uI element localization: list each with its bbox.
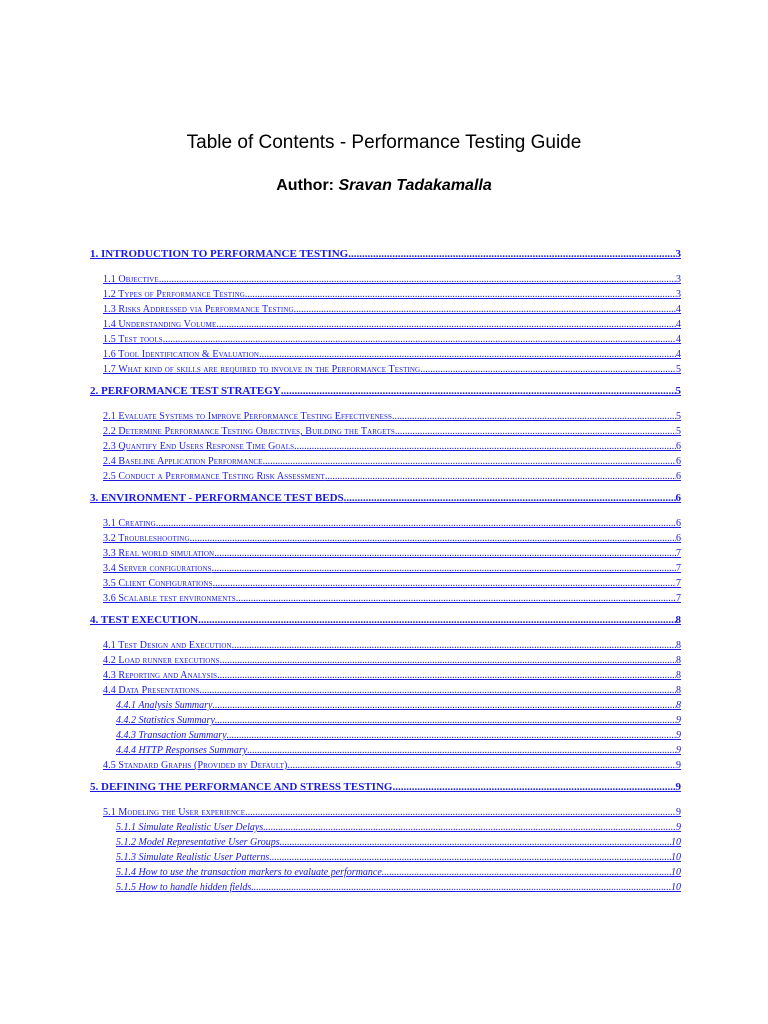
toc-entry-page: 5 <box>675 385 681 397</box>
toc-entry-label: 1.3 Risks Addressed via Performance Testing <box>103 304 294 315</box>
toc-entry-page: 6 <box>676 441 681 452</box>
toc-entry-5-1-3[interactable] <box>116 850 681 865</box>
dot-leader <box>199 683 676 698</box>
toc-entry-label: 5.1.5 How to handle hidden fields <box>116 882 252 893</box>
dot-leader <box>263 820 676 835</box>
toc-entry-5-1-4[interactable] <box>116 865 681 880</box>
toc-entry-5-1-5[interactable] <box>116 880 681 895</box>
toc-entry-label: 4.4.3 Transaction Summary <box>116 730 227 741</box>
table-of-contents <box>90 248 681 895</box>
dot-leader <box>263 454 676 469</box>
toc-entry-label: 4.5 Standard Graphs (Provided by Default) <box>103 760 288 771</box>
toc-entry-1-7[interactable] <box>103 362 681 377</box>
toc-entry-label: 5.1.3 Simulate Realistic User Patterns <box>116 852 270 863</box>
dot-leader <box>159 272 676 287</box>
toc-entry-page: 6 <box>675 492 681 504</box>
toc-entry-label: 1.1 Objective <box>103 274 159 285</box>
toc-entry-label: 3.1 Creating <box>103 518 156 529</box>
toc-entry-page: 9 <box>676 715 681 726</box>
toc-entry-5-1-1[interactable] <box>116 820 681 835</box>
toc-entry-page: 10 <box>671 882 681 893</box>
toc-entry-label: 2.5 Conduct a Performance Testing Risk Assessment <box>103 471 325 482</box>
toc-entry-label: 5.1.1 Simulate Realistic User Delays <box>116 822 264 833</box>
toc-entry-label: 4.4.2 Statistics Summary <box>116 715 215 726</box>
toc-entry-4-4[interactable] <box>103 683 681 698</box>
toc-entry-1-1[interactable] <box>103 272 681 287</box>
toc-entry-1-5[interactable] <box>103 332 681 347</box>
toc-entry-2-1[interactable] <box>103 409 681 424</box>
toc-entry-4-4-4[interactable] <box>116 743 681 758</box>
toc-entry-page: 3 <box>676 289 681 300</box>
dot-leader <box>247 743 676 758</box>
toc-entry-3-6[interactable] <box>103 591 681 606</box>
dot-leader <box>215 713 676 728</box>
toc-entry-label: 3.2 Troubleshooting <box>103 533 190 544</box>
toc-entry-page: 8 <box>676 670 681 681</box>
toc-entry-page: 7 <box>676 593 681 604</box>
toc-entry-label: 5. DEFINING THE PERFORMANCE AND STRESS TESTING <box>90 781 393 793</box>
dot-leader <box>280 835 671 850</box>
toc-entry-5-1-2[interactable] <box>116 835 681 850</box>
toc-entry-page: 4 <box>676 319 681 330</box>
dot-leader <box>227 728 676 743</box>
toc-entry-4-4-3[interactable] <box>116 728 681 743</box>
dot-leader <box>198 614 675 627</box>
toc-entry-page: 4 <box>676 349 681 360</box>
toc-entry-3-5[interactable] <box>103 576 681 591</box>
dot-leader <box>214 546 676 561</box>
toc-entry-4-4-2[interactable] <box>116 713 681 728</box>
toc-entry-label: 2.1 Evaluate Systems to Improve Performance Testing Effectiveness <box>103 411 392 422</box>
toc-entry-page: 4 <box>676 304 681 315</box>
dot-leader <box>294 302 676 317</box>
toc-entry-label: 3.3 Real world simulation <box>103 548 215 559</box>
toc-entry-page: 9 <box>675 781 681 793</box>
toc-entry-4-4-1[interactable] <box>116 698 681 713</box>
toc-entry-page: 9 <box>676 730 681 741</box>
toc-entry-page: 6 <box>676 518 681 529</box>
toc-entry-page: 5 <box>676 364 681 375</box>
dot-leader <box>281 385 676 398</box>
dot-leader <box>212 561 676 576</box>
toc-entry-5-1[interactable] <box>103 805 681 820</box>
dot-leader <box>232 638 676 653</box>
toc-entry-page: 7 <box>676 548 681 559</box>
toc-entry-page: 9 <box>676 807 681 818</box>
toc-entry-label: 5.1 Modeling the User experience <box>103 807 246 818</box>
toc-entry-page: 10 <box>671 867 681 878</box>
toc-entry-label: 5.1.2 Model Representative User Groups <box>116 837 280 848</box>
toc-entry-3-1[interactable] <box>103 516 681 531</box>
author-label: Author: <box>276 177 335 194</box>
dot-leader <box>259 347 676 362</box>
toc-entry-label: 2. PERFORMANCE TEST STRATEGY <box>90 385 281 397</box>
toc-entry-1-3[interactable] <box>103 302 681 317</box>
toc-entry-4-5[interactable] <box>103 758 681 773</box>
dot-leader <box>163 332 676 347</box>
toc-entry-page: 4 <box>676 334 681 345</box>
dot-leader <box>216 317 676 332</box>
toc-entry-label: 1.4 Understanding Volume <box>103 319 217 330</box>
toc-entry-label: 4.2 Load runner executions <box>103 655 220 666</box>
toc-entry-2-3[interactable] <box>103 439 681 454</box>
toc-entry-3-3[interactable] <box>103 546 681 561</box>
dot-leader <box>395 424 676 439</box>
toc-entry-label: 2.4 Baseline Application Performance <box>103 456 263 467</box>
toc-entry-page: 10 <box>671 837 681 848</box>
toc-entry-1-2[interactable] <box>103 287 681 302</box>
toc-entry-section-4[interactable] <box>90 614 681 627</box>
toc-entry-section-2[interactable] <box>90 385 681 398</box>
document-title: Table of Contents - Performance Testing Guide <box>186 132 582 153</box>
dot-leader <box>251 880 671 895</box>
toc-entry-3-4[interactable] <box>103 561 681 576</box>
toc-entry-page: 8 <box>676 685 681 696</box>
toc-entry-page: 9 <box>676 822 681 833</box>
toc-entry-page: 5 <box>676 411 681 422</box>
toc-entry-page: 6 <box>676 471 681 482</box>
dot-leader <box>420 362 676 377</box>
toc-entry-page: 8 <box>676 700 681 711</box>
toc-entry-1-6[interactable] <box>103 347 681 362</box>
toc-entry-2-4[interactable] <box>103 454 681 469</box>
toc-entry-4-1[interactable] <box>103 638 681 653</box>
toc-entry-page: 5 <box>676 426 681 437</box>
dot-leader <box>220 653 676 668</box>
toc-entry-label: 3.6 Scalable test environments <box>103 593 236 604</box>
toc-entry-4-2[interactable] <box>103 653 681 668</box>
dot-leader <box>245 287 676 302</box>
toc-entry-page: 10 <box>671 852 681 863</box>
toc-entry-page: 8 <box>675 614 681 626</box>
dot-leader <box>392 409 676 424</box>
toc-entry-label: 4.4 Data Presentations <box>103 685 200 696</box>
toc-entry-section-3[interactable] <box>90 492 681 505</box>
toc-entry-label: 1. INTRODUCTION TO PERFORMANCE TESTING <box>90 248 349 260</box>
toc-entry-label: 1.2 Types of Performance Testing <box>103 289 245 300</box>
toc-entry-page: 8 <box>676 640 681 651</box>
dot-leader <box>287 758 676 773</box>
dot-leader <box>217 668 676 683</box>
toc-entry-1-4[interactable] <box>103 317 681 332</box>
toc-entry-label: 4.1 Test Design and Execution <box>103 640 232 651</box>
toc-entry-label: 4.4.4 HTTP Responses Summary <box>116 745 248 756</box>
toc-entry-2-2[interactable] <box>103 424 681 439</box>
toc-entry-label: 4. TEST EXECUTION <box>90 614 199 626</box>
toc-entry-page: 6 <box>676 533 681 544</box>
dot-leader <box>156 516 676 531</box>
toc-entry-label: 1.6 Tool Identification & Evaluation <box>103 349 260 360</box>
toc-entry-section-5[interactable] <box>90 781 681 794</box>
dot-leader <box>382 865 671 880</box>
dot-leader <box>190 531 676 546</box>
dot-leader <box>294 439 676 454</box>
toc-entry-page: 3 <box>676 274 681 285</box>
toc-entry-label: 2.3 Quantify End Users Response Time Goals <box>103 441 295 452</box>
dot-leader <box>236 591 676 606</box>
toc-entry-page: 9 <box>676 760 681 771</box>
toc-entry-page: 7 <box>676 578 681 589</box>
toc-entry-label: 3.5 Client Configurations <box>103 578 213 589</box>
dot-leader <box>269 850 671 865</box>
dot-leader <box>344 492 676 505</box>
dot-leader <box>245 805 676 820</box>
toc-entry-label: 2.2 Determine Performance Testing Objectives, Building the Targets <box>103 426 395 437</box>
author-line <box>0 176 768 196</box>
toc-entry-3-2[interactable] <box>103 531 681 546</box>
toc-entry-page: 9 <box>676 745 681 756</box>
toc-entry-label: 4.3 Reporting and Analysis <box>103 670 218 681</box>
author-name: Sravan Tadakamalla <box>338 177 492 194</box>
toc-entry-label: 3. ENVIRONMENT - PERFORMANCE TEST BEDS <box>90 492 344 504</box>
toc-entry-label: 1.5 Test tools <box>103 334 163 345</box>
toc-entry-label: 3.4 Server configurations <box>103 563 212 574</box>
toc-entry-page: 3 <box>675 248 681 260</box>
toc-entry-4-3[interactable] <box>103 668 681 683</box>
toc-entry-page: 6 <box>676 456 681 467</box>
dot-leader <box>213 576 676 591</box>
toc-entry-page: 8 <box>676 655 681 666</box>
toc-entry-label: 1.7 What kind of skills are required to involve in the Performance Testing <box>103 364 421 375</box>
dot-leader <box>348 248 675 261</box>
dot-leader <box>325 469 676 484</box>
toc-entry-2-5[interactable] <box>103 469 681 484</box>
dot-leader <box>392 781 675 794</box>
dot-leader <box>212 698 676 713</box>
toc-entry-page: 7 <box>676 563 681 574</box>
toc-entry-section-1[interactable] <box>90 248 681 261</box>
toc-entry-label: 5.1.4 How to use the transaction markers to evaluate performance <box>116 867 382 878</box>
toc-entry-label: 4.4.1 Analysis Summary <box>116 700 213 711</box>
